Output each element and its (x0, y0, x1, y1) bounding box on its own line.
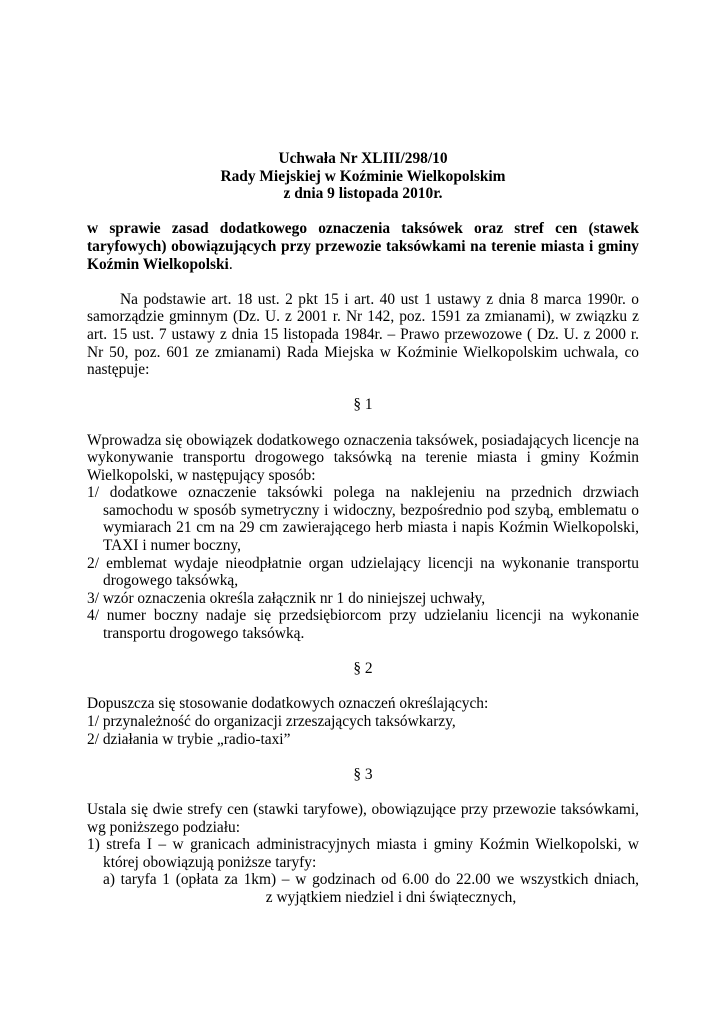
section-3-heading: § 3 (353, 765, 373, 783)
subject-text: w sprawie zasad dodatkowego oznaczenia taksówek oraz stref cen (stawek taryfowych) obowiązujących przy przewozie taksówkami na terenie miasta i gminy Koźmin Wielkopolski (87, 220, 639, 273)
section-2-heading: § 2 (353, 660, 373, 678)
section-1-heading: § 1 (353, 396, 373, 414)
council-name: Rady Miejskiej w Koźminie Wielkopolskim (220, 167, 506, 185)
resolution-header (87, 150, 639, 203)
resolution-date: z dnia 9 listopada 2010r. (283, 185, 443, 203)
subject-end: . (228, 255, 233, 273)
section-1-item: 2/ emblemat wydaje nieodpłatnie organ udzielający licencji na wykonanie transportu drogowego taksówką, (87, 554, 639, 590)
section-3-intro: Ustala się dwie strefy cen (stawki taryfowe), obowiązujące przy przewozie taksówkami, wg poniższego podziału: (87, 800, 639, 836)
section-2-intro: Dopuszcza się stosowanie dodatkowych oznaczeń określających: (87, 695, 489, 713)
section-2-item: 2/ działania w trybie „radio-taxi” (87, 730, 291, 748)
tariff-1-line: a) taryfa 1 (opłata za 1km) – w godzinach od 6.00 do 22.00 we wszystkich dniach, (103, 871, 639, 889)
section-1-item: 1/ dodatkowe oznaczenie taksówki polega na naklejeniu na przednich drzwiach samochodu w sposób symetryczny i widoczny, bezpośrednio pod szybą, emblematu o wymiarach 21 cm na 29 cm zawierającego herb miasta i napis Koźmin Wielkopolski, TAXI i numer boczny, (87, 484, 639, 555)
section-1-item: 4/ numer boczny nadaje się przedsiębiorcom przy udzielaniu licencji na wykonanie transportu drogowego taksówką. (87, 607, 639, 643)
section-2-item: 1/ przynależność do organizacji zrzeszających taksówkarzy, (87, 713, 456, 730)
legal-basis: Na podstawie art. 18 ust. 2 pkt 15 i art. 40 ust 1 ustawy z dnia 8 marca 1990r. o samorządzie gminnym (Dz. U. z 2001 r. Nr 142, poz. 1591 za zmianami), w związku z art. 15 ust. 7 ustawy z dnia 15 listopada 1984r. – Prawo przewozowe ( Dz. U. z 2000 r. Nr 50, poz. 601 ze zmianami) Rada Miejska w Koźminie Wielkopolskim uchwala, co następuje: (87, 290, 639, 379)
section-3-item: 1) strefa I – w granicach administracyjnych miasta i gminy Koźmin Wielkopolski, w której obowiązują poniższe taryfy: (87, 836, 639, 871)
tariff-1-continuation: z wyjątkiem niedziel i dni świątecznych, (265, 888, 517, 906)
document-page (87, 150, 639, 907)
section-1-intro: Wprowadza się obowiązek dodatkowego oznaczenia taksówek, posiadających licencje na wykonywanie transportu drogowego taksówką na terenie miasta i gminy Koźmin Wielkopolski, w następujący sposób: (87, 431, 639, 484)
resolution-number: Uchwała Nr XLIII/298/10 (278, 150, 448, 167)
section-3-subitem-a (87, 871, 639, 906)
resolution-subject (87, 220, 639, 273)
section-1-item: 3/ wzór oznaczenia określa załącznik nr 1 do niniejszej uchwały, (87, 589, 486, 607)
